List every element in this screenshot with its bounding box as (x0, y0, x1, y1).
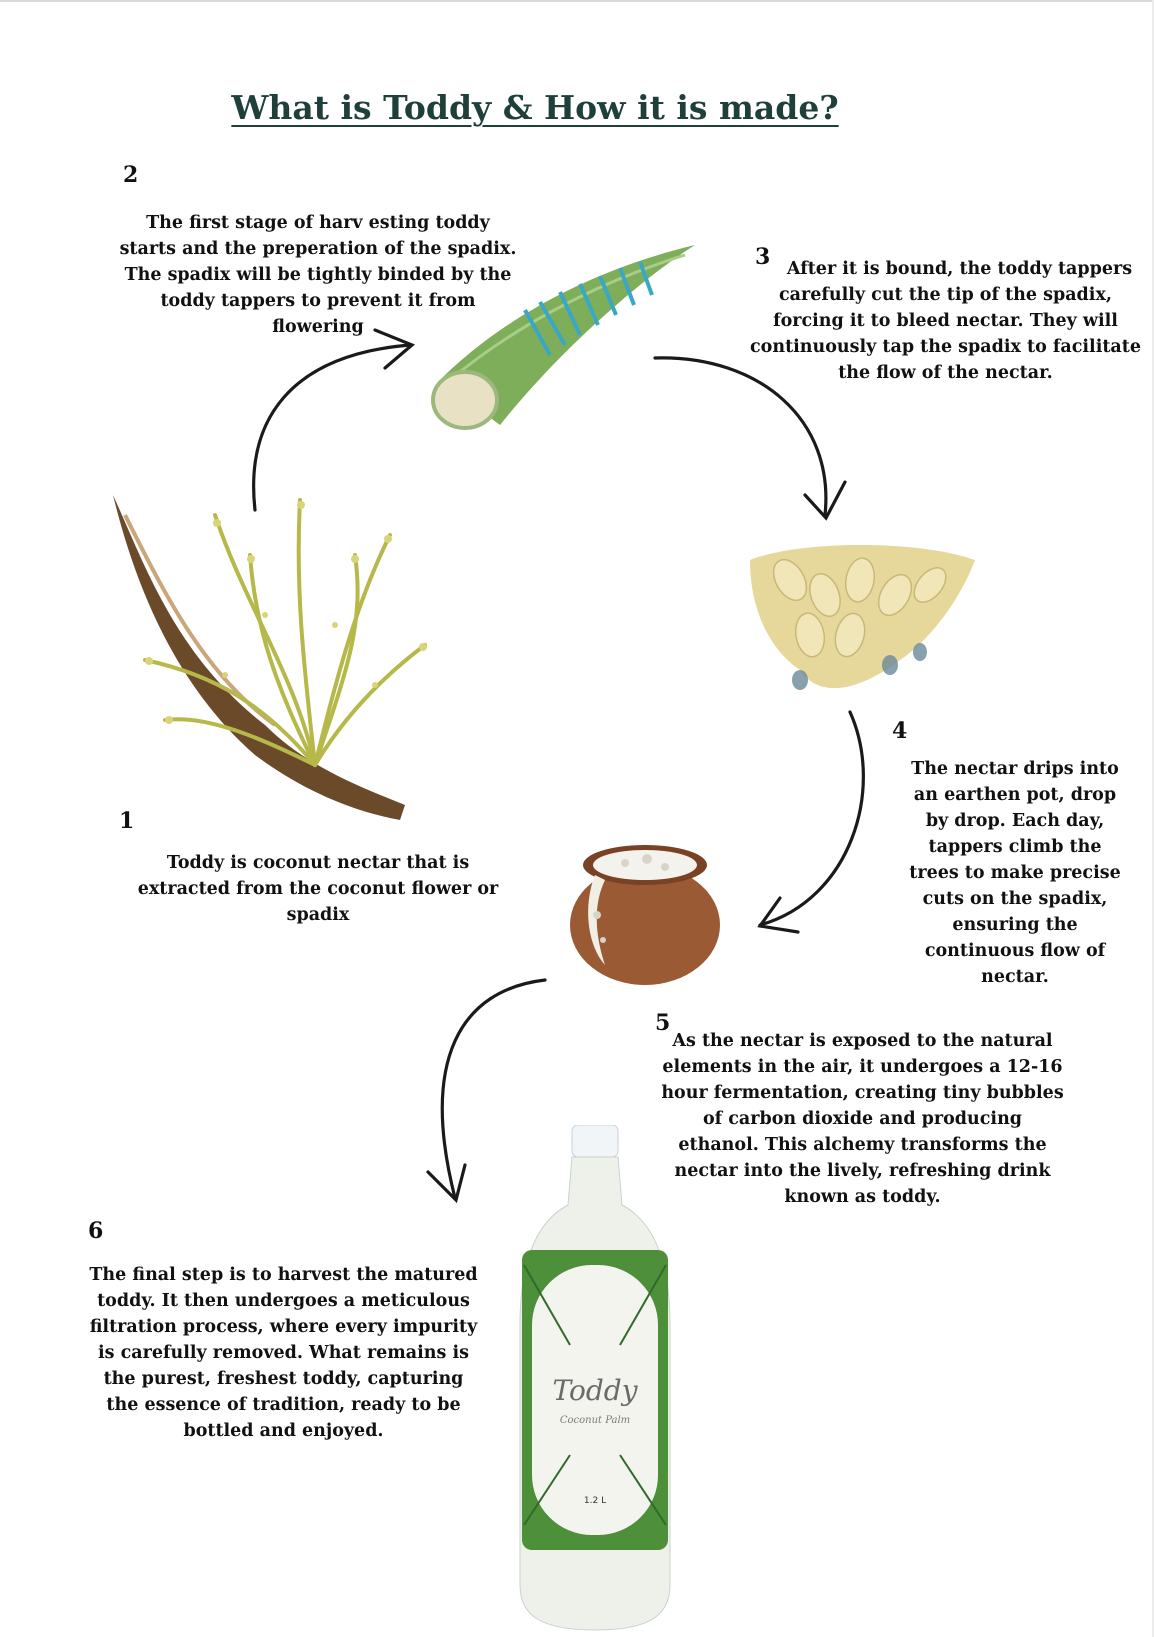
earthen-pot-illustration (565, 835, 725, 985)
step-5-text: As the nectar is exposed to the natural elements in the air, it undergoes a 12-16 hour fermentation, creating tiny bubbles of carbon dioxide and producing ethanol. This alchemy transforms the nectar into the lively, refreshing drink known as toddy. (661, 1031, 1064, 1207)
step-4-number: 4 (892, 718, 908, 744)
bound-spadix-illustration (420, 240, 700, 440)
bottle-volume-text: 1.2 L (583, 1496, 607, 1506)
step-6-number: 6 (88, 1218, 104, 1244)
tapped-spadix-nectar-image (740, 540, 980, 700)
step-5-number: 5 (655, 1010, 671, 1036)
coconut-flower-illustration (105, 475, 435, 835)
step-1-number: 1 (119, 808, 135, 834)
step-1-text: Toddy is coconut nectar that is extracted from the coconut flower or spadix (137, 853, 499, 925)
toddy-bottle-image (510, 1125, 680, 1635)
step-3-number: 3 (755, 244, 771, 270)
bottle-brand-text: Toddy (552, 1374, 638, 1407)
arrow-4-to-5 (760, 712, 863, 925)
step-2-number: 2 (123, 162, 139, 188)
bottle-sub-text: Coconut Palm (559, 1415, 631, 1426)
arrow-5-to-6-head (428, 1165, 465, 1200)
arrow-4-to-5-head (760, 898, 798, 932)
step-4-text: The nectar drips into an earthen pot, drop by drop. Each day, tappers climb the trees to make precise cuts on the spadix, ensuring the continuous flow of nectar. (909, 759, 1121, 987)
page-title: What is Toddy & How it is made? (231, 88, 839, 127)
step-6-text: The final step is to harvest the matured toddy. It then undergoes a meticulous filtration process, where every impurity is carefully removed. What remains is the purest, freshest toddy, capturing the essence of tradition, ready to be bottled and enjoyed. (89, 1265, 478, 1441)
step-3-text: After it is bound, the toddy tappers carefully cut the tip of the spadix, forcing it to bleed nectar. They will continuously tap the spadix to facilitate the flow of the nectar. (750, 259, 1141, 383)
step-2-text: The first stage of harv esting toddy starts and the preperation of the spadix. The spadix will be tightly binded by the toddy tappers to prevent it from flowering (119, 213, 517, 337)
